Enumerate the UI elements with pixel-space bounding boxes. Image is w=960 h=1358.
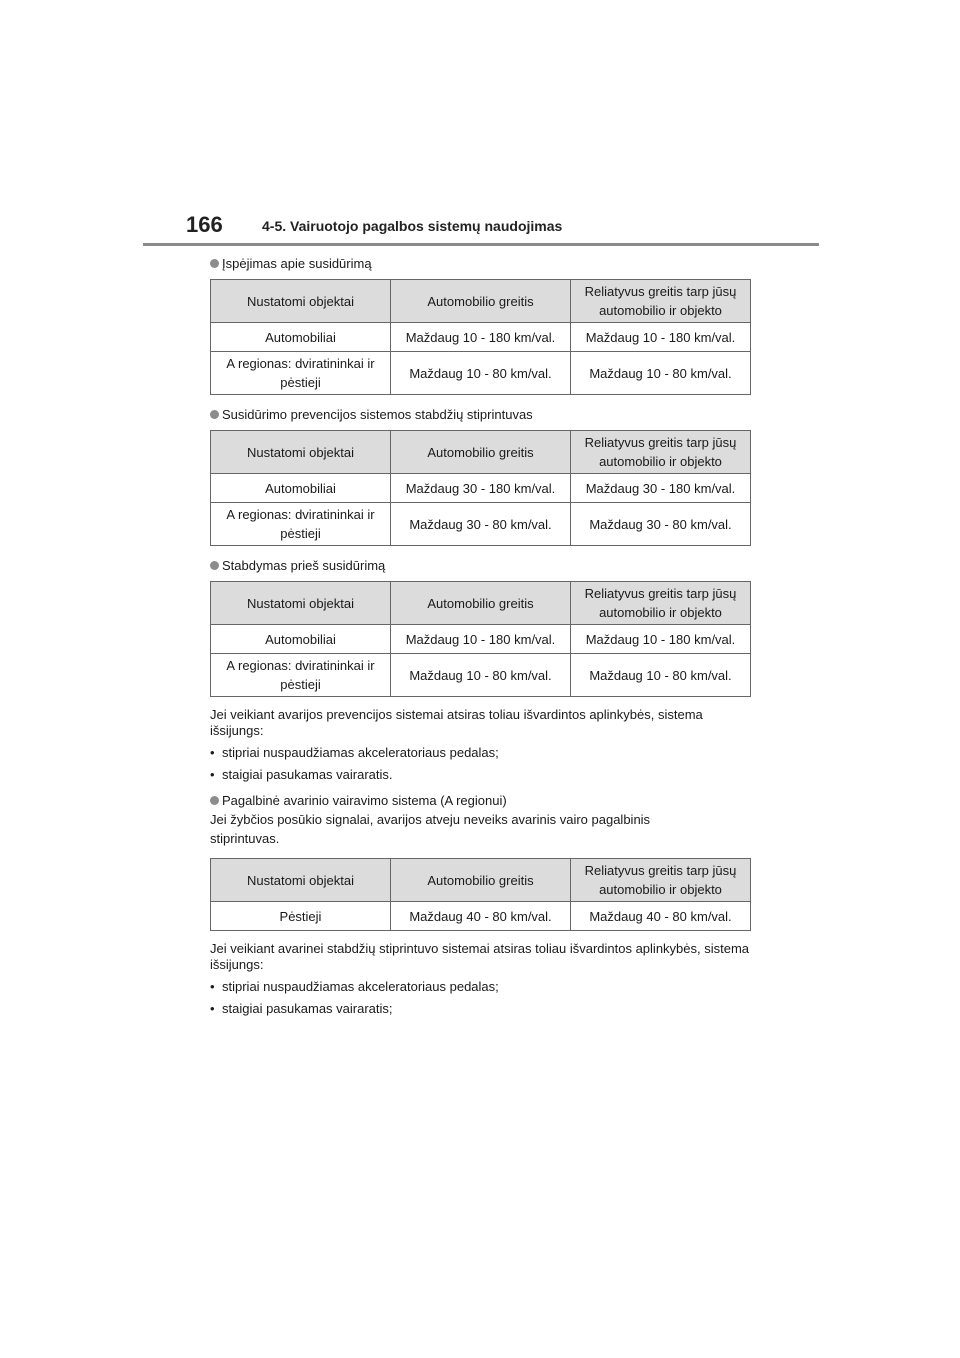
list-item-text: staigiai pasukamas vairaratis; [222, 1001, 393, 1016]
list-bullet: • [210, 979, 215, 994]
table-cell: Pėstieji [211, 902, 391, 931]
speed-table [210, 858, 751, 931]
column-header: Reliatyvus greitis tarp jūsų automobilio ir objekto [571, 582, 751, 625]
table-row [211, 503, 751, 546]
table-header-row [211, 859, 751, 902]
list-item [210, 1001, 755, 1017]
table-cell: Maždaug 10 - 180 km/val. [391, 625, 571, 654]
body-paragraph: Jei žybčios posūkio signalai, avarijos atveju neveiks avarinis vairo pagalbinis stiprintuvas. [210, 812, 651, 846]
column-header: Automobilio greitis [391, 431, 571, 474]
bullet-circle-icon [210, 410, 219, 419]
section-heading [210, 253, 755, 273]
speed-table [210, 279, 751, 395]
column-header: Reliatyvus greitis tarp jūsų automobilio ir objekto [571, 431, 751, 474]
table-cell: Maždaug 30 - 80 km/val. [391, 503, 571, 546]
list-item-text: stipriai nuspaudžiamas akceleratoriaus pedalas; [222, 745, 499, 760]
column-header: Nustatomi objektai [211, 859, 391, 902]
table-cell: Maždaug 10 - 80 km/val. [571, 352, 751, 395]
table-row [211, 902, 751, 931]
column-header: Automobilio greitis [391, 582, 571, 625]
table-cell: Maždaug 30 - 180 km/val. [571, 474, 751, 503]
list-item [210, 979, 755, 995]
table-cell: Automobiliai [211, 625, 391, 654]
list-item [210, 767, 755, 783]
header-divider [143, 243, 819, 246]
list-item-text: stipriai nuspaudžiamas akceleratoriaus pedalas; [222, 979, 499, 994]
table-row [211, 352, 751, 395]
body-paragraph: Jei veikiant avarinei stabdžių stiprintuvo sistemai atsiras toliau išvardintos aplinkybės, sistema išsijungs: [210, 941, 750, 972]
table-cell: Automobiliai [211, 474, 391, 503]
speed-table [210, 430, 751, 546]
list-bullet: • [210, 1001, 215, 1016]
speed-table [210, 581, 751, 697]
section-heading-text: Stabdymas prieš susidūrimą [222, 557, 386, 573]
column-header: Automobilio greitis [391, 859, 571, 902]
page-number: 166 [186, 212, 223, 237]
table-header-row [211, 582, 751, 625]
section-heading [210, 790, 755, 810]
table-cell: Maždaug 10 - 180 km/val. [571, 625, 751, 654]
chapter-title: 4-5. Vairuotojo pagalbos sistemų naudojimas [262, 218, 563, 234]
table-header-row [211, 431, 751, 474]
table-cell: Maždaug 30 - 180 km/val. [391, 474, 571, 503]
table-cell: Maždaug 10 - 180 km/val. [571, 323, 751, 352]
section-heading [210, 404, 755, 424]
column-header: Nustatomi objektai [211, 280, 391, 323]
column-header: Reliatyvus greitis tarp jūsų automobilio ir objekto [571, 280, 751, 323]
table-row [211, 474, 751, 503]
list-bullet: • [210, 767, 215, 782]
body-paragraph: Jei veikiant avarijos prevencijos sistemai atsiras toliau išvardintos aplinkybės, sistema išsijungs: [210, 707, 703, 738]
column-header: Automobilio greitis [391, 280, 571, 323]
table-row [211, 625, 751, 654]
bullet-circle-icon [210, 796, 219, 805]
table-header-row [211, 280, 751, 323]
table-cell: Maždaug 40 - 80 km/val. [571, 902, 751, 931]
page-header [0, 0, 960, 250]
table-cell: A regionas: dviratininkai ir pėstieji [211, 654, 391, 697]
page-content [210, 253, 755, 1017]
list-item [210, 745, 755, 761]
table-cell: Maždaug 10 - 80 km/val. [391, 352, 571, 395]
column-header: Reliatyvus greitis tarp jūsų automobilio ir objekto [571, 859, 751, 902]
bullet-circle-icon [210, 561, 219, 570]
column-header: Nustatomi objektai [211, 431, 391, 474]
list-item-text: staigiai pasukamas vairaratis. [222, 767, 393, 782]
table-cell: Maždaug 10 - 80 km/val. [571, 654, 751, 697]
table-cell: A regionas: dviratininkai ir pėstieji [211, 503, 391, 546]
table-cell: Automobiliai [211, 323, 391, 352]
section-heading-text: Susidūrimo prevencijos sistemos stabdžių stiprintuvas [222, 406, 533, 422]
bullet-circle-icon [210, 259, 219, 268]
table-row [211, 323, 751, 352]
table-cell: Maždaug 10 - 180 km/val. [391, 323, 571, 352]
table-cell: Maždaug 10 - 80 km/val. [391, 654, 571, 697]
table-row [211, 654, 751, 697]
table-cell: Maždaug 40 - 80 km/val. [391, 902, 571, 931]
section-heading-text: Įspėjimas apie susidūrimą [222, 255, 372, 271]
list-bullet: • [210, 745, 215, 760]
section-heading [210, 555, 755, 575]
column-header: Nustatomi objektai [211, 582, 391, 625]
table-cell: Maždaug 30 - 80 km/val. [571, 503, 751, 546]
section-heading-text: Pagalbinė avarinio vairavimo sistema (A regionui) [222, 792, 507, 808]
table-cell: A regionas: dviratininkai ir pėstieji [211, 352, 391, 395]
